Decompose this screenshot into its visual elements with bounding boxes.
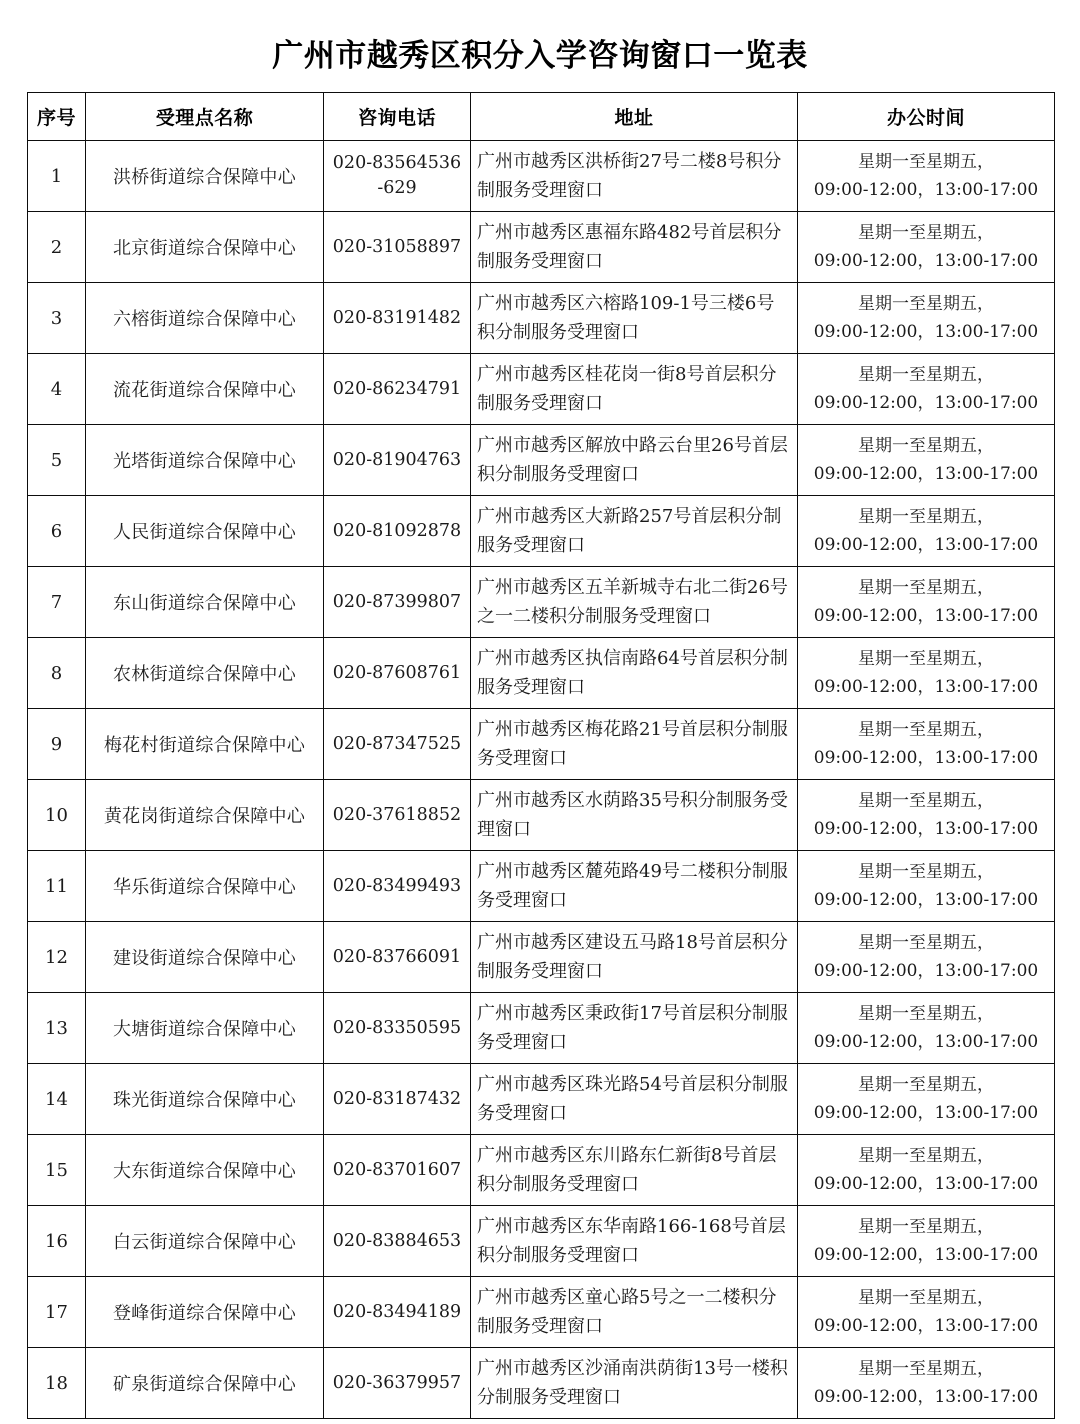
cell-index: 8 [28,638,86,709]
office-hours-times: 09:00-12:00，13:00-17:00 [813,464,1039,484]
office-hours-days: 星期一至星期五， [858,1217,994,1237]
cell-phone: 020-36379957 [324,1348,471,1419]
cell-address: 广州市越秀区执信南路64号首层积分制服务受理窗口 [471,638,798,709]
cell-address: 广州市越秀区麓苑路49号二楼积分制服务受理窗口 [471,851,798,922]
cell-office-hours [798,780,1055,851]
cell-address: 广州市越秀区解放中路云台里26号首层积分制服务受理窗口 [471,425,798,496]
cell-index: 10 [28,780,86,851]
cell-service-point-name: 东山街道综合保障中心 [86,567,324,638]
office-hours-days: 星期一至星期五， [858,578,994,598]
office-hours-times: 09:00-12:00，13:00-17:00 [813,1316,1039,1336]
cell-office-hours [798,283,1055,354]
cell-index: 1 [28,141,86,212]
table-row [28,141,1055,212]
cell-service-point-name: 北京街道综合保障中心 [86,212,324,283]
cell-office-hours [798,993,1055,1064]
cell-service-point-name: 大东街道综合保障中心 [86,1135,324,1206]
cell-service-point-name: 人民街道综合保障中心 [86,496,324,567]
cell-index: 12 [28,922,86,993]
cell-office-hours [798,851,1055,922]
cell-phone: 020-83494189 [324,1277,471,1348]
cell-address: 广州市越秀区梅花路21号首层积分制服务受理窗口 [471,709,798,780]
table-row [28,922,1055,993]
cell-index: 3 [28,283,86,354]
cell-phone: 020-83564536-629 [324,141,471,212]
cell-phone: 020-37618852 [324,780,471,851]
office-hours-days: 星期一至星期五， [858,1075,994,1095]
cell-index: 11 [28,851,86,922]
cell-phone: 020-83884653 [324,1206,471,1277]
office-hours-days: 星期一至星期五， [858,436,994,456]
cell-address: 广州市越秀区秉政街17号首层积分制服务受理窗口 [471,993,798,1064]
cell-phone: 020-83766091 [324,922,471,993]
cell-index: 16 [28,1206,86,1277]
cell-index: 6 [28,496,86,567]
office-hours-times: 09:00-12:00，13:00-17:00 [813,535,1039,555]
cell-service-point-name: 光塔街道综合保障中心 [86,425,324,496]
office-hours-times: 09:00-12:00，13:00-17:00 [813,677,1039,697]
column-header-address: 地址 [471,93,798,141]
table-row [28,1064,1055,1135]
office-hours-times: 09:00-12:00，13:00-17:00 [813,251,1039,271]
office-hours-days: 星期一至星期五， [858,1359,994,1379]
cell-service-point-name: 矿泉街道综合保障中心 [86,1348,324,1419]
cell-phone: 020-83499493 [324,851,471,922]
office-hours-days: 星期一至星期五， [858,152,994,172]
consultation-windows-table [27,92,1055,1419]
office-hours-days: 星期一至星期五， [858,365,994,385]
cell-service-point-name: 建设街道综合保障中心 [86,922,324,993]
table-row [28,1206,1055,1277]
cell-service-point-name: 登峰街道综合保障中心 [86,1277,324,1348]
cell-service-point-name: 流花街道综合保障中心 [86,354,324,425]
cell-index: 9 [28,709,86,780]
cell-phone: 020-86234791 [324,354,471,425]
cell-office-hours [798,212,1055,283]
cell-office-hours [798,425,1055,496]
table-body [28,141,1055,1419]
cell-office-hours [798,1277,1055,1348]
table-header-row [28,93,1055,141]
office-hours-times: 09:00-12:00，13:00-17:00 [813,890,1039,910]
cell-service-point-name: 梅花村街道综合保障中心 [86,709,324,780]
table-row [28,496,1055,567]
office-hours-times: 09:00-12:00，13:00-17:00 [813,322,1039,342]
cell-index: 15 [28,1135,86,1206]
cell-address: 广州市越秀区童心路5号之一二楼积分制服务受理窗口 [471,1277,798,1348]
office-hours-days: 星期一至星期五， [858,223,994,243]
cell-service-point-name: 珠光街道综合保障中心 [86,1064,324,1135]
cell-service-point-name: 黄花岗街道综合保障中心 [86,780,324,851]
cell-index: 7 [28,567,86,638]
office-hours-times: 09:00-12:00，13:00-17:00 [813,819,1039,839]
cell-phone: 020-31058897 [324,212,471,283]
cell-address: 广州市越秀区沙涌南洪荫街13号一楼积分制服务受理窗口 [471,1348,798,1419]
office-hours-days: 星期一至星期五， [858,933,994,953]
table-row [28,851,1055,922]
column-header-name: 受理点名称 [86,93,324,141]
cell-office-hours [798,354,1055,425]
cell-office-hours [798,496,1055,567]
cell-phone: 020-83187432 [324,1064,471,1135]
cell-index: 18 [28,1348,86,1419]
office-hours-days: 星期一至星期五， [858,507,994,527]
table-row [28,1135,1055,1206]
cell-address: 广州市越秀区建设五马路18号首层积分制服务受理窗口 [471,922,798,993]
table-row [28,1348,1055,1419]
cell-office-hours [798,141,1055,212]
cell-index: 14 [28,1064,86,1135]
cell-address: 广州市越秀区东川路东仁新街8号首层积分制服务受理窗口 [471,1135,798,1206]
cell-phone: 020-87399807 [324,567,471,638]
office-hours-days: 星期一至星期五， [858,791,994,811]
cell-index: 2 [28,212,86,283]
table-row [28,780,1055,851]
page-title: 广州市越秀区积分入学咨询窗口一览表 [272,38,808,74]
cell-office-hours [798,567,1055,638]
cell-phone: 020-81092878 [324,496,471,567]
office-hours-times: 09:00-12:00，13:00-17:00 [813,961,1039,981]
cell-office-hours [798,638,1055,709]
cell-address: 广州市越秀区桂花岗一街8号首层积分制服务受理窗口 [471,354,798,425]
table-row [28,354,1055,425]
office-hours-days: 星期一至星期五， [858,1004,994,1024]
cell-phone: 020-81904763 [324,425,471,496]
cell-service-point-name: 华乐街道综合保障中心 [86,851,324,922]
office-hours-times: 09:00-12:00，13:00-17:00 [813,748,1039,768]
office-hours-times: 09:00-12:00，13:00-17:00 [813,393,1039,413]
table-row [28,283,1055,354]
office-hours-times: 09:00-12:00，13:00-17:00 [813,1387,1039,1407]
cell-service-point-name: 白云街道综合保障中心 [86,1206,324,1277]
office-hours-days: 星期一至星期五， [858,294,994,314]
cell-phone: 020-83701607 [324,1135,471,1206]
cell-address: 广州市越秀区五羊新城寺右北二街26号之一二楼积分制服务受理窗口 [471,567,798,638]
cell-service-point-name: 农林街道综合保障中心 [86,638,324,709]
table-row [28,1277,1055,1348]
cell-address: 广州市越秀区水荫路35号积分制服务受理窗口 [471,780,798,851]
cell-office-hours [798,1206,1055,1277]
cell-phone: 020-87608761 [324,638,471,709]
cell-office-hours [798,922,1055,993]
cell-phone: 020-83191482 [324,283,471,354]
column-header-phone: 咨询电话 [324,93,471,141]
cell-service-point-name: 洪桥街道综合保障中心 [86,141,324,212]
column-header-hours: 办公时间 [798,93,1055,141]
cell-office-hours [798,709,1055,780]
office-hours-times: 09:00-12:00，13:00-17:00 [813,1245,1039,1265]
cell-service-point-name: 大塘街道综合保障中心 [86,993,324,1064]
cell-service-point-name: 六榕街道综合保障中心 [86,283,324,354]
column-header-index: 序号 [28,93,86,141]
cell-office-hours [798,1135,1055,1206]
cell-index: 4 [28,354,86,425]
office-hours-times: 09:00-12:00，13:00-17:00 [813,1103,1039,1123]
cell-office-hours [798,1348,1055,1419]
office-hours-times: 09:00-12:00，13:00-17:00 [813,1032,1039,1052]
cell-index: 5 [28,425,86,496]
table-row [28,425,1055,496]
table-row [28,638,1055,709]
office-hours-days: 星期一至星期五， [858,649,994,669]
cell-address: 广州市越秀区珠光路54号首层积分制服务受理窗口 [471,1064,798,1135]
office-hours-days: 星期一至星期五， [858,1146,994,1166]
table-row [28,709,1055,780]
cell-phone: 020-87347525 [324,709,471,780]
office-hours-days: 星期一至星期五， [858,1288,994,1308]
office-hours-days: 星期一至星期五， [858,720,994,740]
cell-address: 广州市越秀区大新路257号首层积分制服务受理窗口 [471,496,798,567]
cell-phone: 020-83350595 [324,993,471,1064]
office-hours-times: 09:00-12:00，13:00-17:00 [813,1174,1039,1194]
office-hours-times: 09:00-12:00，13:00-17:00 [813,606,1039,626]
office-hours-times: 09:00-12:00，13:00-17:00 [813,180,1039,200]
cell-index: 17 [28,1277,86,1348]
table-header [28,93,1055,141]
cell-index: 13 [28,993,86,1064]
cell-address: 广州市越秀区洪桥街27号二楼8号积分制服务受理窗口 [471,141,798,212]
office-hours-days: 星期一至星期五， [858,862,994,882]
cell-address: 广州市越秀区东华南路166-168号首层积分制服务受理窗口 [471,1206,798,1277]
cell-office-hours [798,1064,1055,1135]
table-row [28,567,1055,638]
table-container [0,92,1080,1419]
table-row [28,993,1055,1064]
cell-address: 广州市越秀区六榕路109-1号三楼6号积分制服务受理窗口 [471,283,798,354]
table-row [28,212,1055,283]
cell-address: 广州市越秀区惠福东路482号首层积分制服务受理窗口 [471,212,798,283]
